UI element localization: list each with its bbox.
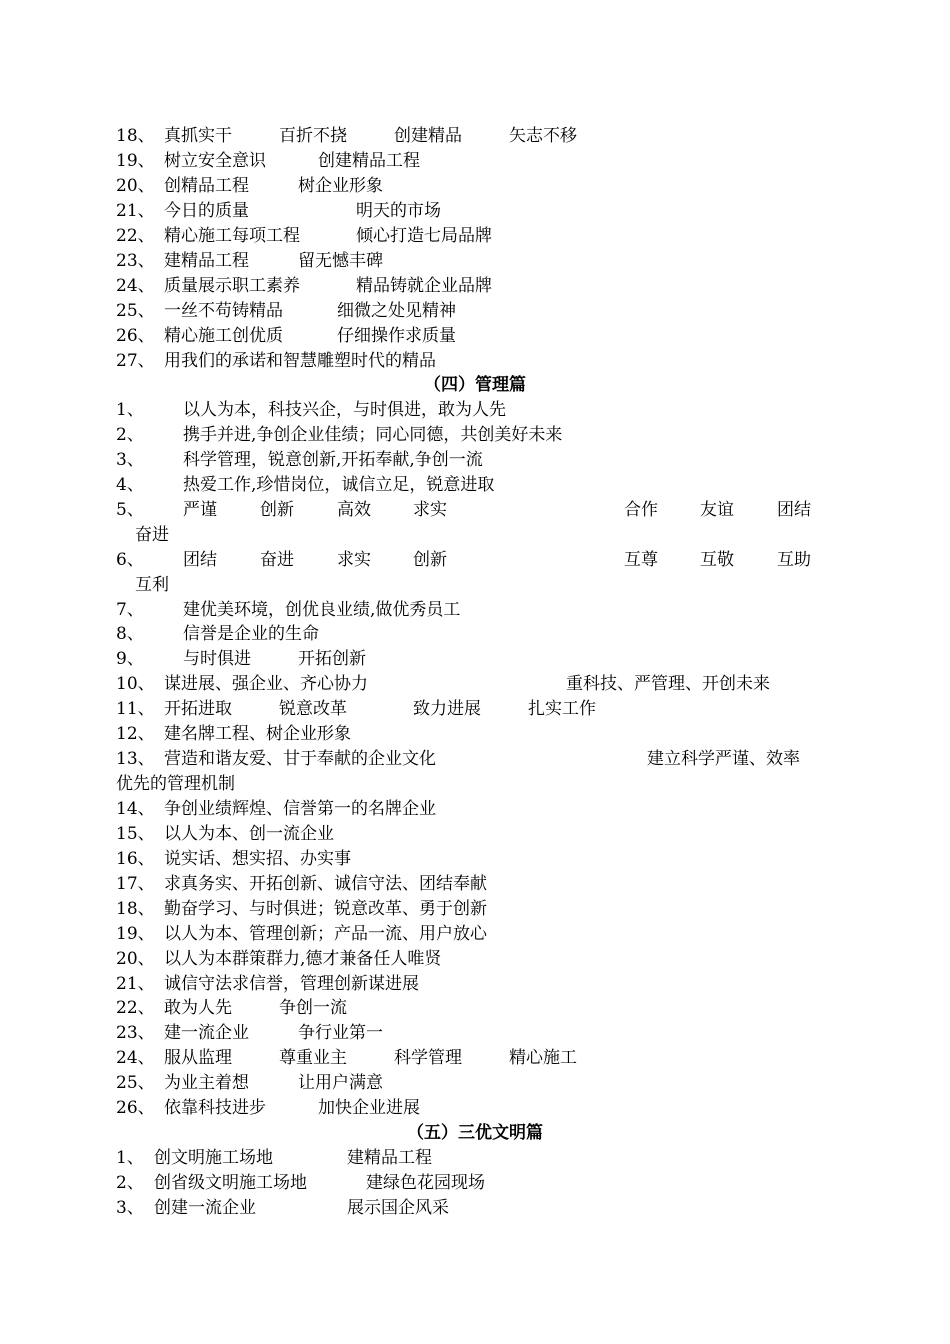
item-text: 建一流企业 xyxy=(164,1023,249,1043)
item-text: 热爱工作,珍惜岗位，诚信立足，锐意进取 xyxy=(183,475,495,495)
list-item xyxy=(0,697,950,721)
item-text: 以人为本，科技兴企，与时俱进，敢为人先 xyxy=(183,400,506,420)
item-text: 致力进展 xyxy=(413,699,481,719)
item-number: 2、 xyxy=(116,1173,144,1193)
list-item xyxy=(0,324,950,348)
item-number: 8、 xyxy=(116,624,144,644)
item-text: 合作 xyxy=(624,500,658,520)
item-text: 建绿色花园现场 xyxy=(366,1173,485,1193)
item-text: 重科技、严管理、开创未来 xyxy=(566,674,770,694)
item-text: 服从监理 xyxy=(164,1048,232,1068)
item-text: 创新 xyxy=(413,550,447,570)
list-item-continuation xyxy=(0,573,950,597)
list-item xyxy=(0,299,950,323)
item-text: 开拓创新 xyxy=(298,649,366,669)
item-number: 1、 xyxy=(116,1148,144,1168)
list-item xyxy=(0,274,950,298)
item-text: 树企业形象 xyxy=(298,176,383,196)
item-text: 百折不挠 xyxy=(279,126,347,146)
item-text: 明天的市场 xyxy=(356,201,441,221)
item-text: 科学管理，锐意创新,开拓奉献,争创一流 xyxy=(183,450,483,470)
list-item xyxy=(0,1046,950,1070)
list-item xyxy=(0,1196,950,1220)
item-text: 与时俱进 xyxy=(183,649,251,669)
list-item xyxy=(0,996,950,1020)
list-item xyxy=(0,672,950,696)
list-item xyxy=(0,922,950,946)
list-item xyxy=(0,897,950,921)
item-number: 18、 xyxy=(116,899,155,919)
list-item xyxy=(0,249,950,273)
list-item xyxy=(0,1171,950,1195)
list-item xyxy=(0,349,950,373)
item-number: 25、 xyxy=(116,301,155,321)
item-number: 2、 xyxy=(116,425,144,445)
item-number: 7、 xyxy=(116,600,144,620)
item-text: 质量展示职工素养 xyxy=(164,276,300,296)
item-number: 21、 xyxy=(116,201,155,221)
item-text: 精品铸就企业品牌 xyxy=(356,276,492,296)
item-text: 诚信守法求信誉，管理创新谋进展 xyxy=(164,974,419,994)
item-number: 12、 xyxy=(116,724,155,744)
list-item xyxy=(0,548,950,572)
item-text: 友谊 xyxy=(700,500,734,520)
item-text: 求实 xyxy=(413,500,447,520)
item-text: 互尊 xyxy=(624,550,658,570)
list-item xyxy=(0,872,950,896)
item-text: 创省级文明施工场地 xyxy=(154,1173,307,1193)
list-item xyxy=(0,124,950,148)
item-text: 勤奋学习、与时俱进；锐意改革、勇于创新 xyxy=(164,899,487,919)
item-number: 24、 xyxy=(116,276,155,296)
item-text: 用我们的承诺和智慧雕塑时代的精品 xyxy=(164,351,436,371)
item-text: 依靠科技进步 xyxy=(164,1098,266,1118)
item-text: 求实 xyxy=(337,550,371,570)
item-text: 营造和谐友爱、甘于奉献的企业文化 xyxy=(164,749,436,769)
item-text: 精心施工 xyxy=(509,1048,577,1068)
list-item xyxy=(0,423,950,447)
item-text: 建优美环境，创优良业绩,做优秀员工 xyxy=(183,600,461,620)
list-item xyxy=(0,622,950,646)
list-item xyxy=(0,972,950,996)
item-text: 谋进展、强企业、齐心协力 xyxy=(164,674,368,694)
item-text: 严谨 xyxy=(183,500,217,520)
list-item xyxy=(0,598,950,622)
item-text: 携手并进,争创企业佳绩；同心同德，共创美好未来 xyxy=(183,425,563,445)
list-item xyxy=(0,1096,950,1120)
item-number: 19、 xyxy=(116,151,155,171)
item-text: 说实话、想实招、办实事 xyxy=(164,849,351,869)
item-text: 建名牌工程、树企业形象 xyxy=(164,724,351,744)
item-number: 10、 xyxy=(116,674,155,694)
item-text: 真抓实干 xyxy=(164,126,232,146)
list-item xyxy=(0,473,950,497)
item-text: 团结 xyxy=(777,500,811,520)
item-text: 创精品工程 xyxy=(164,176,249,196)
list-item xyxy=(0,747,950,771)
item-text: 今日的质量 xyxy=(164,201,249,221)
item-text: 细微之处见精神 xyxy=(337,301,456,321)
list-item xyxy=(0,647,950,671)
list-item-continuation xyxy=(0,772,950,796)
item-text: 创建精品工程 xyxy=(318,151,420,171)
list-item-continuation xyxy=(0,523,950,547)
item-number: 21、 xyxy=(116,974,155,994)
item-number: 3、 xyxy=(116,1198,144,1218)
item-text: 建精品工程 xyxy=(164,251,249,271)
list-item xyxy=(0,947,950,971)
item-text: 锐意改革 xyxy=(279,699,347,719)
item-text: 以人为本、管理创新；产品一流、用户放心 xyxy=(164,924,487,944)
item-number: 27、 xyxy=(116,351,155,371)
list-item xyxy=(0,448,950,472)
item-number: 14、 xyxy=(116,799,155,819)
list-item xyxy=(0,797,950,821)
list-item xyxy=(0,1021,950,1045)
item-text: 以人为本群策群力,德才兼备任人唯贤 xyxy=(164,949,442,969)
item-number: 3、 xyxy=(116,450,144,470)
item-text: 敢为人先 xyxy=(164,998,232,1018)
item-text: 争创一流 xyxy=(279,998,347,1018)
item-text: 创文明施工场地 xyxy=(154,1148,273,1168)
item-text: 一丝不苟铸精品 xyxy=(164,301,283,321)
item-number: 4、 xyxy=(116,475,144,495)
list-item xyxy=(0,847,950,871)
list-item xyxy=(0,498,950,522)
item-text: 以人为本、创一流企业 xyxy=(164,824,334,844)
item-text: 互助 xyxy=(777,550,811,570)
list-item xyxy=(0,149,950,173)
item-text: 创新 xyxy=(260,500,294,520)
item-text: 倾心打造七局品牌 xyxy=(356,226,492,246)
list-item xyxy=(0,1146,950,1170)
list-item xyxy=(0,722,950,746)
item-text: 仔细操作求质量 xyxy=(337,326,456,346)
item-text: 奋进 xyxy=(135,525,169,545)
item-text: 高效 xyxy=(337,500,371,520)
item-text: 互利 xyxy=(135,575,169,595)
item-text: 为业主着想 xyxy=(164,1073,249,1093)
item-text: 求真务实、开拓创新、诚信守法、团结奉献 xyxy=(164,874,487,894)
item-number: 26、 xyxy=(116,1098,155,1118)
item-text: 争创业绩辉煌、信誉第一的名牌企业 xyxy=(164,799,436,819)
list-item xyxy=(0,224,950,248)
item-text: 信誉是企业的生命 xyxy=(183,624,319,644)
item-text: 加快企业进展 xyxy=(318,1098,420,1118)
item-number: 9、 xyxy=(116,649,144,669)
item-text: 创建精品 xyxy=(394,126,462,146)
list-item xyxy=(0,398,950,422)
item-number: 20、 xyxy=(116,176,155,196)
item-number: 23、 xyxy=(116,1023,155,1043)
item-number: 22、 xyxy=(116,998,155,1018)
item-number: 18、 xyxy=(116,126,155,146)
item-number: 20、 xyxy=(116,949,155,969)
item-text: 精心施工每项工程 xyxy=(164,226,300,246)
item-number: 16、 xyxy=(116,849,155,869)
item-number: 5、 xyxy=(116,500,144,520)
item-number: 22、 xyxy=(116,226,155,246)
section-heading-management: （四）管理篇 xyxy=(424,375,526,395)
item-text: 扎实工作 xyxy=(528,699,596,719)
item-number: 13、 xyxy=(116,749,155,769)
item-text: 树立安全意识 xyxy=(164,151,266,171)
list-item xyxy=(0,822,950,846)
item-text: 开拓进取 xyxy=(164,699,232,719)
item-text: 矢志不移 xyxy=(509,126,577,146)
item-text: 互敬 xyxy=(700,550,734,570)
item-text: 建立科学严谨、效率 xyxy=(647,749,800,769)
item-number: 23、 xyxy=(116,251,155,271)
item-text: 建精品工程 xyxy=(347,1148,432,1168)
item-text: 奋进 xyxy=(260,550,294,570)
item-number: 24、 xyxy=(116,1048,155,1068)
item-text: 让用户满意 xyxy=(298,1073,383,1093)
item-number: 25、 xyxy=(116,1073,155,1093)
item-text: 精心施工创优质 xyxy=(164,326,283,346)
item-text: 优先的管理机制 xyxy=(116,774,235,794)
item-number: 1、 xyxy=(116,400,144,420)
item-text: 尊重业主 xyxy=(279,1048,347,1068)
section-heading-civilization: （五）三优文明篇 xyxy=(407,1123,543,1143)
item-text: 创建一流企业 xyxy=(154,1198,256,1218)
item-number: 6、 xyxy=(116,550,144,570)
item-number: 15、 xyxy=(116,824,155,844)
item-text: 团结 xyxy=(183,550,217,570)
item-text: 留无憾丰碑 xyxy=(298,251,383,271)
item-text: 争行业第一 xyxy=(298,1023,383,1043)
item-text: 科学管理 xyxy=(394,1048,462,1068)
item-number: 11、 xyxy=(116,699,155,719)
list-item xyxy=(0,1071,950,1095)
list-item xyxy=(0,174,950,198)
item-number: 17、 xyxy=(116,874,155,894)
item-number: 26、 xyxy=(116,326,155,346)
item-text: 展示国企风采 xyxy=(347,1198,449,1218)
item-number: 19、 xyxy=(116,924,155,944)
list-item xyxy=(0,199,950,223)
